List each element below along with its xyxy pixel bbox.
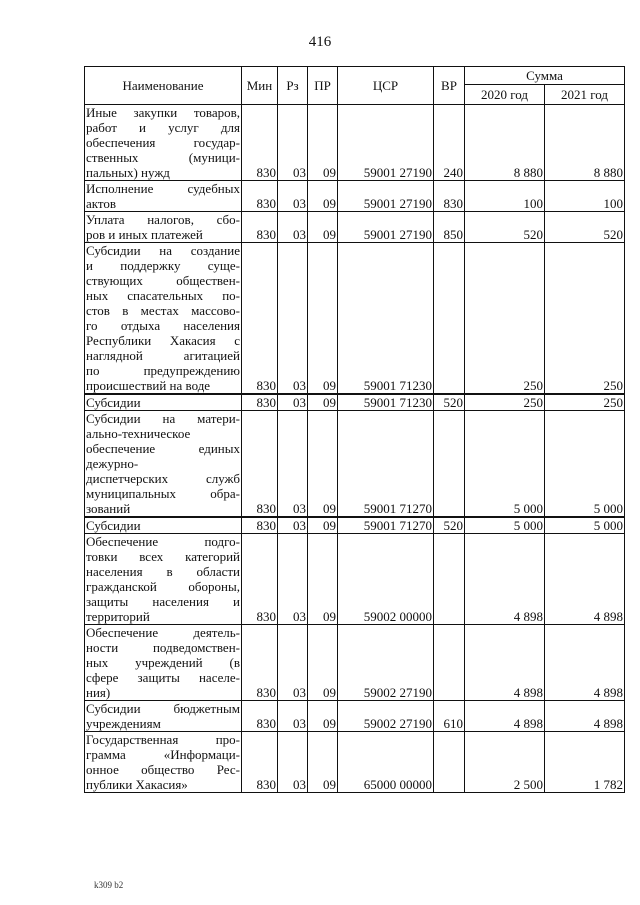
row-csr: 59001 71270 [338, 517, 434, 534]
row-sum-2020: 250 [465, 243, 545, 395]
row-name-line: Субсидии на матери- [86, 411, 240, 426]
row-min: 830 [242, 701, 278, 732]
row-name-line: Субсидии на создание [86, 243, 240, 258]
row-csr: 65000 00000 [338, 732, 434, 793]
row-name-line: стов в местах массово- [86, 303, 240, 318]
row-sum-2020: 2 500 [465, 732, 545, 793]
row-name-line: Субсидии [86, 518, 141, 533]
row-name-line: сфере защиты населе- [86, 670, 240, 685]
row-min: 830 [242, 394, 278, 411]
footer-code: k309 b2 [94, 880, 124, 890]
row-sum-2020: 5 000 [465, 517, 545, 534]
table-row [85, 181, 625, 212]
table-row [85, 625, 625, 701]
row-csr: 59001 71230 [338, 394, 434, 411]
row-sum-2021: 250 [545, 394, 625, 411]
header-vr: ВР [434, 67, 465, 105]
row-sum-2020: 5 000 [465, 411, 545, 518]
row-name-line: Уплата налогов, сбо- [86, 212, 240, 227]
row-vr [434, 625, 465, 701]
row-csr: 59001 27190 [338, 212, 434, 243]
row-pr: 09 [308, 411, 338, 518]
row-name [85, 517, 242, 534]
row-csr: 59001 71270 [338, 411, 434, 518]
row-csr: 59001 27190 [338, 181, 434, 212]
row-vr [434, 732, 465, 793]
row-rz: 03 [278, 411, 308, 518]
row-pr: 09 [308, 181, 338, 212]
row-name-line: пальных) нужд [86, 165, 170, 180]
row-name-line: работ и услуг для [86, 120, 240, 135]
row-sum-2020: 4 898 [465, 534, 545, 625]
row-sum-2021: 1 782 [545, 732, 625, 793]
row-csr: 59002 27190 [338, 625, 434, 701]
row-name-line: защиты населения и [86, 594, 240, 609]
table-row [85, 517, 625, 534]
row-sum-2021: 4 898 [545, 625, 625, 701]
table-row [85, 394, 625, 411]
row-name [85, 105, 242, 181]
table-row [85, 732, 625, 793]
row-name-line: Субсидии бюджетным [86, 701, 240, 716]
row-vr [434, 534, 465, 625]
table-row [85, 243, 625, 395]
row-sum-2021: 5 000 [545, 517, 625, 534]
row-csr: 59002 27190 [338, 701, 434, 732]
row-name [85, 534, 242, 625]
table-row [85, 411, 625, 518]
row-vr: 240 [434, 105, 465, 181]
row-min: 830 [242, 181, 278, 212]
table-row [85, 105, 625, 181]
row-vr [434, 243, 465, 395]
row-min: 830 [242, 243, 278, 395]
row-name-line: ности подведомствен- [86, 640, 240, 655]
row-rz: 03 [278, 181, 308, 212]
row-sum-2020: 4 898 [465, 625, 545, 701]
row-vr: 610 [434, 701, 465, 732]
row-min: 830 [242, 411, 278, 518]
table-row [85, 212, 625, 243]
row-csr: 59001 27190 [338, 105, 434, 181]
row-name-line: обеспечения государ- [86, 135, 240, 150]
row-name-line: учреждениям [86, 716, 161, 731]
row-name-line: ров и иных платежей [86, 227, 203, 242]
row-name-line: дежурно- [86, 456, 139, 471]
row-vr: 520 [434, 394, 465, 411]
row-pr: 09 [308, 394, 338, 411]
row-rz: 03 [278, 394, 308, 411]
row-sum-2020: 250 [465, 394, 545, 411]
row-name-line: Исполнение судебных [86, 181, 240, 196]
row-name-line: по предупреждению [86, 363, 240, 378]
row-name-line: зований [86, 501, 131, 516]
row-sum-2021: 100 [545, 181, 625, 212]
row-name-line: го отдыха населения [86, 318, 240, 333]
row-sum-2021: 520 [545, 212, 625, 243]
row-min: 830 [242, 534, 278, 625]
row-vr: 520 [434, 517, 465, 534]
header-pr: ПР [308, 67, 338, 105]
row-pr: 09 [308, 243, 338, 395]
header-min: Мин [242, 67, 278, 105]
row-name-line: ствующих обществен- [86, 273, 240, 288]
row-min: 830 [242, 517, 278, 534]
row-name-line: онное общество Рес- [86, 762, 240, 777]
header-rz: Рз [278, 67, 308, 105]
row-name-line: Иные закупки товаров, [86, 105, 240, 120]
row-sum-2021: 4 898 [545, 534, 625, 625]
row-name-line: товки всех категорий [86, 549, 240, 564]
row-vr [434, 411, 465, 518]
row-name-line: Республики Хакасия с [86, 333, 240, 348]
row-sum-2021: 5 000 [545, 411, 625, 518]
row-name [85, 243, 242, 395]
row-vr: 830 [434, 181, 465, 212]
row-name-line: ных учреждений (в [86, 655, 240, 670]
row-name-line: Обеспечение подго- [86, 534, 240, 549]
row-sum-2020: 8 880 [465, 105, 545, 181]
row-rz: 03 [278, 534, 308, 625]
table-row [85, 701, 625, 732]
row-pr: 09 [308, 517, 338, 534]
row-min: 830 [242, 105, 278, 181]
row-pr: 09 [308, 212, 338, 243]
row-pr: 09 [308, 105, 338, 181]
row-name-line: Обеспечение деятель- [86, 625, 240, 640]
row-name-line: ственных (муници- [86, 150, 240, 165]
row-name-line: наглядной агитацией [86, 348, 240, 363]
page-number: 416 [308, 34, 332, 50]
row-csr: 59002 00000 [338, 534, 434, 625]
row-name-line: территорий [86, 609, 150, 624]
row-name-line: грамма «Информаци- [86, 747, 240, 762]
row-name [85, 701, 242, 732]
row-name-line: ально-техническое [86, 426, 191, 441]
row-name [85, 411, 242, 518]
row-pr: 09 [308, 732, 338, 793]
row-pr: 09 [308, 701, 338, 732]
row-rz: 03 [278, 625, 308, 701]
row-name-line: происшествий на воде [86, 378, 211, 393]
header-name: Наименование [85, 67, 242, 105]
row-min: 830 [242, 732, 278, 793]
row-rz: 03 [278, 517, 308, 534]
row-name-line: гражданской обороны, [86, 579, 240, 594]
row-name-line: Субсидии [86, 395, 141, 410]
table-row [85, 534, 625, 625]
row-name-line: ния) [86, 685, 111, 700]
row-min: 830 [242, 212, 278, 243]
row-pr: 09 [308, 625, 338, 701]
header-year-2021: 2021 год [545, 85, 625, 105]
row-rz: 03 [278, 212, 308, 243]
row-min: 830 [242, 625, 278, 701]
row-name [85, 212, 242, 243]
row-name-line: населения в области [86, 564, 240, 579]
row-name-line: актов [86, 196, 117, 211]
row-name [85, 732, 242, 793]
row-rz: 03 [278, 243, 308, 395]
row-vr: 850 [434, 212, 465, 243]
row-name-line: Государственная про- [86, 732, 240, 747]
row-sum-2020: 520 [465, 212, 545, 243]
row-rz: 03 [278, 105, 308, 181]
header-year-2020: 2020 год [465, 85, 545, 105]
row-name [85, 625, 242, 701]
row-name-line: обеспечение единых [86, 441, 240, 456]
row-pr: 09 [308, 534, 338, 625]
row-sum-2020: 100 [465, 181, 545, 212]
row-name-line: и поддержку суще- [86, 258, 240, 273]
table-body [85, 105, 625, 793]
row-csr: 59001 71230 [338, 243, 434, 395]
header-csr: ЦСР [338, 67, 434, 105]
row-name [85, 394, 242, 411]
row-name-line: публики Хакасия» [86, 777, 188, 792]
row-rz: 03 [278, 701, 308, 732]
budget-table [84, 66, 625, 793]
row-name-line: муниципальных обра- [86, 486, 240, 501]
row-sum-2021: 8 880 [545, 105, 625, 181]
header-sum: Сумма [465, 67, 625, 85]
row-name-line: диспетчерских служб [86, 471, 240, 486]
row-sum-2021: 250 [545, 243, 625, 395]
row-name-line: ных спасательных по- [86, 288, 240, 303]
row-rz: 03 [278, 732, 308, 793]
row-sum-2021: 4 898 [545, 701, 625, 732]
row-sum-2020: 4 898 [465, 701, 545, 732]
row-name [85, 181, 242, 212]
